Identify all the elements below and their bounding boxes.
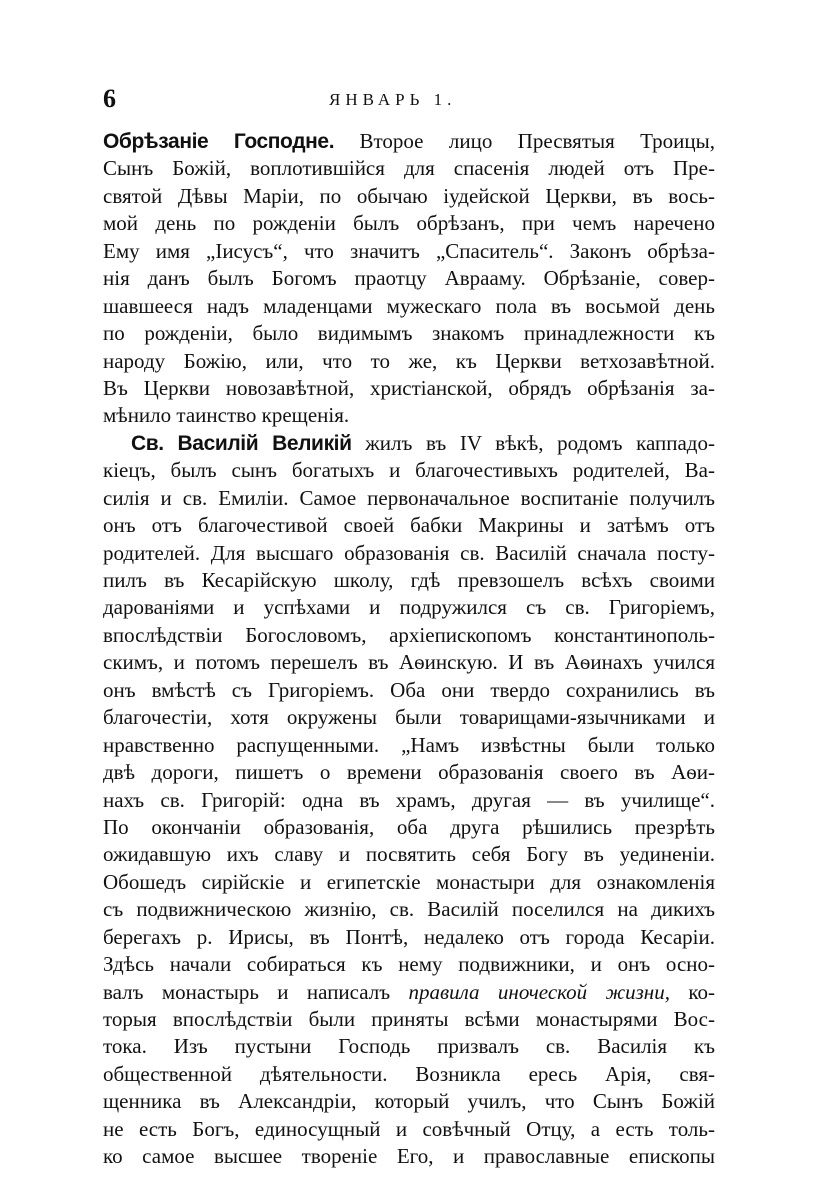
line-text: щенника въ Александріи, который училъ, что Сынъ Божій — [103, 1089, 715, 1114]
line-text: родителей. Для высшаго образованія св. Василій сначала посту- — [103, 540, 715, 565]
line-text: не есть Богъ, единосущный и совѣчный Отцу, а есть толь- — [103, 1116, 715, 1141]
text-line — [103, 924, 715, 951]
text-line — [103, 183, 715, 210]
line-text: дарованіями и успѣхами и подружился съ св. Григоріемъ, — [103, 595, 715, 620]
line-text: Второе лицо Пресвятыя Троицы, — [334, 129, 715, 153]
text-line — [103, 293, 715, 320]
line-text: торыя впослѣдствіи были приняты всѣми монастырями Вос- — [103, 1007, 715, 1031]
text-line — [103, 512, 715, 539]
text-line — [103, 238, 715, 265]
line-text: нія данъ былъ Богомъ праотцу Аврааму. Обрѣзаніе, совер- — [103, 266, 715, 291]
line-text: пилъ въ Кесарійскую школу, гдѣ превзошелъ всѣхъ своими — [103, 568, 715, 592]
text-line — [103, 896, 715, 923]
text-line — [103, 485, 715, 512]
text-line — [103, 841, 715, 868]
line-text: валъ монастырь и написалъ — [103, 979, 409, 1004]
section-heading: Св. Василій Великій — [131, 431, 352, 455]
text-line — [103, 787, 715, 814]
line-text: нравственно распущенными. „Намъ извѣстны были только — [103, 732, 715, 757]
text-line — [103, 1116, 715, 1143]
page-number: 6 — [103, 84, 116, 113]
text-line — [103, 265, 715, 292]
line-text: мѣнило таинство крещенія. — [103, 403, 350, 428]
line-text: общественной дѣятельности. Возникла ересь Арія, свя- — [103, 1061, 715, 1086]
line-text: онъ вмѣстѣ съ Григоріемъ. Оба они твердо сохранились въ — [103, 677, 715, 702]
text-line — [103, 1143, 715, 1170]
text-line — [103, 1088, 715, 1115]
text-line — [103, 951, 715, 978]
line-text: святой Дѣвы Маріи, по обычаю іудейской Церкви, въ вось- — [103, 183, 715, 208]
text-line — [103, 979, 715, 1006]
text-line — [103, 540, 715, 567]
text-line — [103, 375, 715, 402]
line-text: Обошедъ сирійскіе и египетскіе монастыри для ознакомленія — [103, 869, 715, 894]
line-text: двѣ дороги, пишетъ о времени образованія своего въ Аѳи- — [103, 760, 715, 785]
text-line — [103, 155, 715, 182]
text-line — [103, 704, 715, 731]
text-line — [103, 1033, 715, 1060]
text-line — [103, 677, 715, 704]
line-text: нахъ св. Григорій: одна въ храмъ, другая — въ училище“. — [103, 787, 715, 812]
text-line — [103, 210, 715, 237]
text-line — [103, 128, 715, 155]
text-line — [103, 622, 715, 649]
text-line — [103, 594, 715, 621]
line-text: жилъ въ IV вѣкѣ, родомъ каппадо- — [351, 430, 715, 455]
line-text: скимъ, и потомъ перешелъ въ Аѳинскую. И въ Аѳинахъ учился — [103, 650, 715, 675]
line-text: Сынъ Божій, воплотившійся для спасенія людей отъ Пре- — [103, 156, 715, 181]
text-line — [103, 732, 715, 759]
line-text: Здѣсь начали собираться къ нему подвижники, и онъ осно- — [103, 952, 715, 977]
body-text — [103, 128, 715, 1171]
text-line — [103, 1006, 715, 1033]
line-text: кіецъ, былъ сынъ богатыхъ и благочестивыхъ родителей, Ва- — [103, 458, 715, 483]
text-line — [103, 402, 715, 429]
page-header — [103, 84, 715, 114]
line-text: Въ Церкви новозавѣтной, христіанской, обрядъ обрѣзанія за- — [103, 375, 715, 400]
line-text: шавшееся надъ младенцами мужескаго пола въ восьмой день — [103, 293, 715, 318]
line-text: мой день по рожденіи былъ обрѣзанъ, при чемъ наречено — [103, 211, 715, 236]
text-line — [103, 567, 715, 594]
line-text-tail: ко- — [669, 979, 715, 1004]
line-text: ко самое высшее твореніе Его, и православные епископы — [103, 1144, 715, 1169]
line-text: благочестіи, хотя окружены были товарищами-язычниками и — [103, 705, 715, 730]
text-line — [103, 649, 715, 676]
line-text: онъ отъ благочестивой своей бабки Макрины и затѣмъ отъ — [103, 513, 715, 538]
line-text: народу Божію, или, что то же, къ Церкви ветхозавѣтной. — [103, 348, 715, 373]
section-heading: Обрѣзаніе Господне. — [103, 130, 335, 153]
text-line — [103, 759, 715, 786]
line-text: По окончаніи образованія, оба друга рѣшились презрѣть — [103, 814, 715, 839]
text-line — [103, 869, 715, 896]
line-text: силія и св. Емиліи. Самое первоначальное воспитаніе получилъ — [103, 485, 715, 510]
line-text: впослѣдствіи Богословомъ, архіепископомъ константинополь- — [103, 622, 715, 647]
line-text: Ему имя „Іисусъ“, что значитъ „Спаситель“. Законъ обрѣза- — [103, 238, 715, 263]
line-text: берегахъ р. Ирисы, въ Понтѣ, недалеко отъ города Кесаріи. — [103, 924, 715, 949]
line-text: ожидавшую ихъ славу и посвятить себя Богу въ уединеніи. — [103, 842, 715, 867]
italic-phrase: правила иноческой жизни, — [408, 979, 670, 1004]
line-text: тока. Изъ пустыни Господь призвалъ св. Василія къ — [103, 1034, 715, 1059]
text-line — [103, 814, 715, 841]
running-title: ЯНВАРЬ 1. — [329, 90, 457, 109]
text-line — [103, 320, 715, 347]
line-text: съ подвижническою жизнію, св. Василій поселился на дикихъ — [103, 897, 715, 922]
text-line — [103, 348, 715, 375]
line-text: по рожденіи, было видимымъ знакомъ принадлежности къ — [103, 321, 715, 346]
text-line — [103, 1061, 715, 1088]
text-line — [103, 457, 715, 484]
text-line — [103, 430, 715, 457]
